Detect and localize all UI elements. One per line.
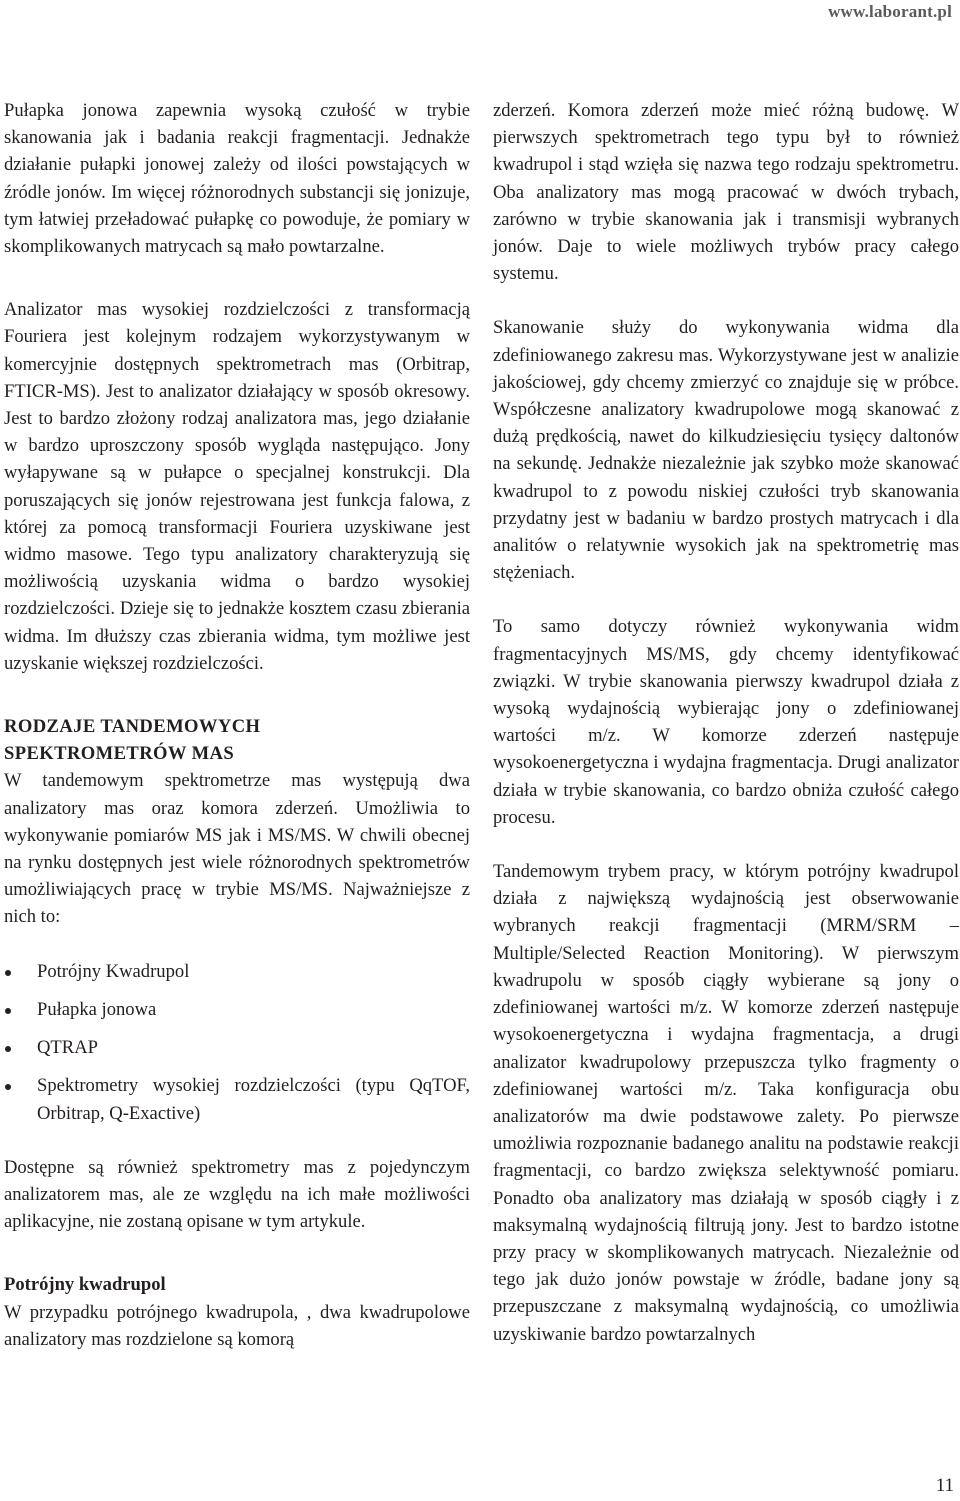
paragraph-mrm: Tandemowym trybem pracy, w którym potrójny kwadrupol działa z największą wydajnością jest obserwowanie wybranych reakcji fragmentacji (MRM/SRM – Multiple/Selected Reaction Monitoring). W pierwszym kwadrupolu w sposób ciągły wybierane są jony o zdefiniowanej wartości m/z. W komorze zderzeń następuje wysokoenergetyczna i wydajna fragmentacja, a drugi analizator kwadrupolowy przepuszcza tylko fragmenty o zdefiniowanej wartości m/z. Taka konfiguracja obu analizatorów ma dwie podstawowe zalety. Po pierwsze umożliwia rozpoznanie badanego analitu na podstawie reakcji fragmentacji, co bardzo zwiększa selektywność pomiaru. Ponadto oba analizatory mas działają w sposób ciągły i z maksymalną wydajnością filtrują jony. Jest to bardzo istotne przy pracy w skomplikowanych matrycach. Niezależnie od tego jak dużo jonów powstaje w źródle, badane jony są przepuszczane z maksymalną wydajnością, co umożliwia uzyskiwanie bardzo powtarzalnych xyxy=(493,861,959,1345)
list-item xyxy=(4,996,470,1023)
right-column xyxy=(493,97,959,1348)
list-item-text: Potrójny Kwadrupol xyxy=(37,960,190,982)
paragraph-triple-quad: W przypadku potrójnego kwadrupola, , dwa kwadrupolowe analizatory mas rozdzielone są komorą xyxy=(4,1301,470,1350)
bullet-icon xyxy=(5,1046,11,1052)
list-item xyxy=(4,1034,470,1061)
paragraph-collision-cell: zderzeń. Komora zderzeń może mieć różną budowę. W pierwszych spektrometrach tego typu był to również kwadrupol i stąd wzięła się nazwa tego rodzaju spektrometru. Oba analizatory mas mogą pracować w dwóch trybach, zarówno w trybie skanowania jak i transmisji wybranych jonów. Daje to wiele możliwych trybów pracy całego systemu. xyxy=(493,100,959,285)
paragraph-fourier-analyzer: Analizator mas wysokiej rozdzielczości z transformacją Fouriera jest kolejnym rodzajem wykorzystywanym w komercyjnie dostępnych spektrometrach mas (Orbitrap, FTICR-MS). Jest to analizator działający w sposób okresowy. Jest to bardzo złożony rodzaj analizatora mas, jego działanie w bardzo uproszczony sposób wygląda następująco. Jony wyłapywane są w pułapce o specjalnej konstrukcji. Dla poruszających się jonów rejestrowana jest funkcja falowa, z której za pomocą transformacji Fouriera uzyskiwane jest widmo masowe. Tego typu analizatory charakteryzują się możliwością uzyskania widma o bardzo wysokiej rozdzielczości. Dzieje się to jednakże kosztem czasu zbierania widma. Im dłuższy czas zbierania widma, tym możliwe jest uzyskanie większej rozdzielczości. xyxy=(4,299,470,674)
list-item xyxy=(4,1072,470,1126)
subheading-triple-quad: Potrójny kwadrupol xyxy=(4,1274,166,1296)
paragraph-single-analyzer: Dostępne są również spektrometry mas z pojedynczym analizatorem mas, ale ze względu na ich małe możliwości aplikacyjne, nie zostaną opisane w tym artykule. xyxy=(4,1156,470,1233)
list-item-text: QTRAP xyxy=(37,1037,98,1059)
site-url: www.laborant.pl xyxy=(828,2,952,21)
list-item-text: Pułapka jonowa xyxy=(37,998,157,1020)
list-item-text: Spektrometry wysokiej rozdzielczości (typu QqTOF, Orbitrap, Q-Exactive) xyxy=(37,1075,470,1124)
paragraph-ion-trap: Pułapka jonowa zapewnia wysoką czułość w trybie skanowania jak i badania reakcji fragmentacji. Jednakże działanie pułapki jonowej zależy od ilości powstających w źródle jonów. Im więcej różnorodnych substancji się jonizuje, tym łatwiej przeładować pułapkę co powoduje, że pomiary w skomplikowanych matrycach są mało powtarzalne. xyxy=(4,100,470,258)
page-number: 11 xyxy=(935,1475,954,1496)
left-column xyxy=(4,97,470,1353)
paragraph-tandem-intro: W tandemowym spektrometrze mas występują dwa analizatory mas oraz komora zderzeń. Umożliwia to wykonywanie pomiarów MS jak i MS/MS. W chwili obecnej na rynku dostępnych jest wiele różnorodnych spektrometrów umożliwiających pracę w trybie MS/MS. Najważniejsze z nich to: xyxy=(4,770,470,928)
section-heading-tandem xyxy=(4,713,470,767)
bullet-icon xyxy=(5,1008,11,1014)
paragraph-scanning: Skanowanie służy do wykonywania widma dla zdefiniowanego zakresu mas. Wykorzystywane jest w analizie jakościowej, gdy chcemy zmierzyć co znajduje się w próbce. Współczesne analizatory kwadrupolowe mogą skanować z dużą prędkością, nawet do kilkudziesięciu tysięcy daltonów na sekundę. Jednakże niezależnie jak szybko może skanować kwadrupol to z powodu niskiej czułości tryb skanowania przydatny jest w badaniu w bardzo prostych matrycach i dla analitów o relatywnie wysokich jak na spektrometrię mas stężeniach. xyxy=(493,317,959,584)
section-heading-line-1: RODZAJE TANDEMOWYCH xyxy=(4,716,261,738)
section-heading-line-2: SPEKTROMETRÓW MAS xyxy=(4,743,235,765)
bullet-icon xyxy=(5,1084,11,1090)
list-item xyxy=(4,958,470,985)
spectrometer-list xyxy=(4,958,470,1127)
bullet-icon xyxy=(5,970,11,976)
paragraph-fragmentation: To samo dotyczy również wykonywania widm fragmentacyjnych MS/MS, gdy chcemy identyfikować związki. W trybie skanowania pierwszy kwadrupol działa z wysoką wydajnością wybierając jony o zdefiniowanej wartości m/z. W komorze zderzeń następuje wysokoenergetyczna i wydajna fragmentacja. Drugi analizator działa w trybie skanowania, co bardzo obniża czułość całego procesu. xyxy=(493,616,959,828)
